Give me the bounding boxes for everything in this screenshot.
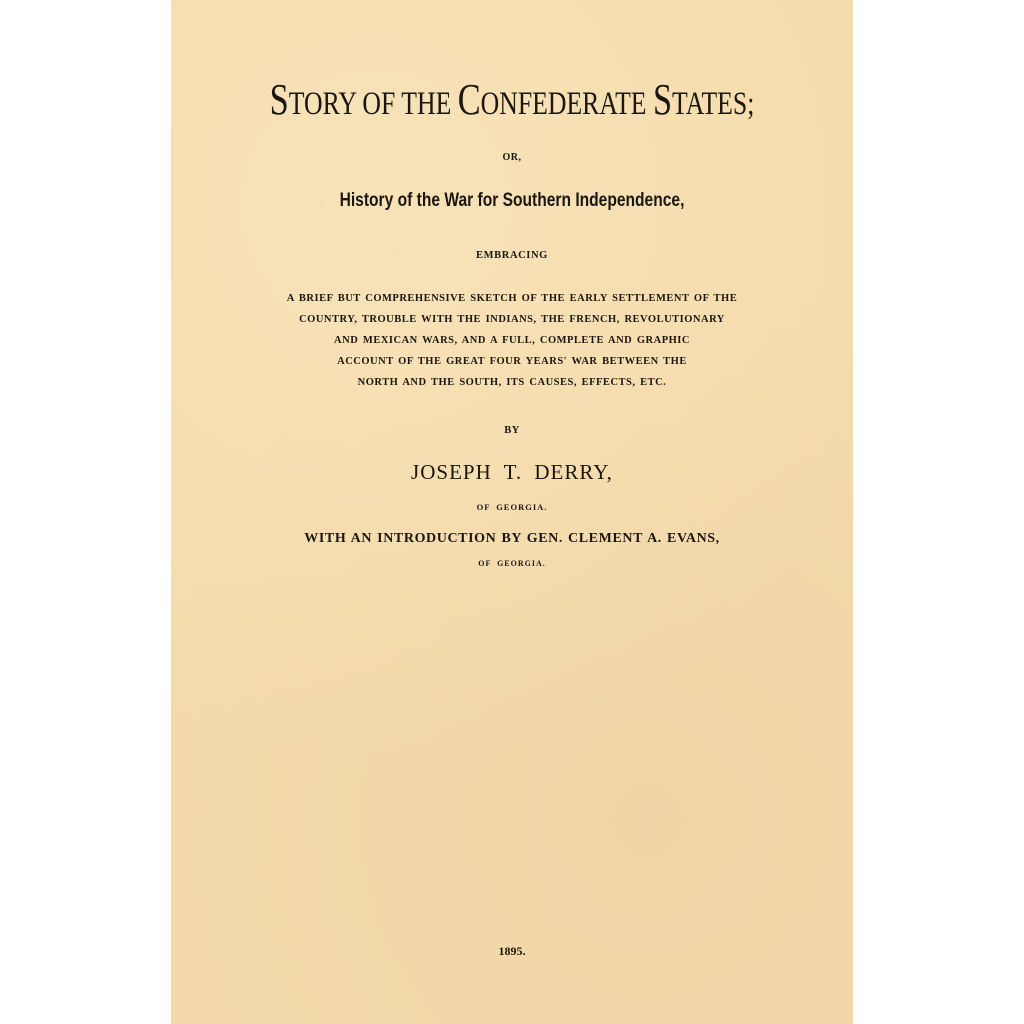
author-origin: OF GEORGIA. xyxy=(476,502,548,512)
title-text-3: TATES; xyxy=(672,86,755,122)
title-page xyxy=(171,0,853,1024)
title-initial-s: S xyxy=(269,75,289,124)
title-text-2: ONFEDERATE xyxy=(480,86,653,122)
description-line: ACCOUNT OF THE GREAT FOUR YEARS' WAR BETWEEN THE xyxy=(337,356,687,367)
embracing-label: EMBRACING xyxy=(476,250,548,261)
description-line: A BRIEF BUT COMPREHENSIVE SKETCH OF THE EARLY SETTLEMENT OF THE xyxy=(286,293,738,304)
introduction-credit: WITH AN INTRODUCTION BY GEN. CLEMENT A. EVANS, xyxy=(304,531,720,546)
title-initial-s2: S xyxy=(652,75,673,124)
by-label: BY xyxy=(504,425,520,436)
description-line: AND MEXICAN WARS, AND A FULL, COMPLETE AND GRAPHIC xyxy=(334,335,690,346)
title-initial-c: C xyxy=(457,75,481,124)
subtitle: History of the War for Southern Independence, xyxy=(339,190,685,211)
description-line: NORTH AND THE SOUTH, ITS CAUSES, EFFECTS, ETC. xyxy=(357,377,667,388)
author-name: JOSEPH T. DERRY, xyxy=(411,460,613,484)
introduction-origin: OF GEORGIA. xyxy=(478,559,546,568)
description-line: COUNTRY, TROUBLE WITH THE INDIANS, THE FRENCH, REVOLUTIONARY xyxy=(299,314,725,325)
or-connector: OR, xyxy=(502,152,522,163)
title-text-1: TORY OF THE xyxy=(288,86,458,122)
publication-year: 1895. xyxy=(498,944,526,958)
book-title xyxy=(246,74,778,125)
